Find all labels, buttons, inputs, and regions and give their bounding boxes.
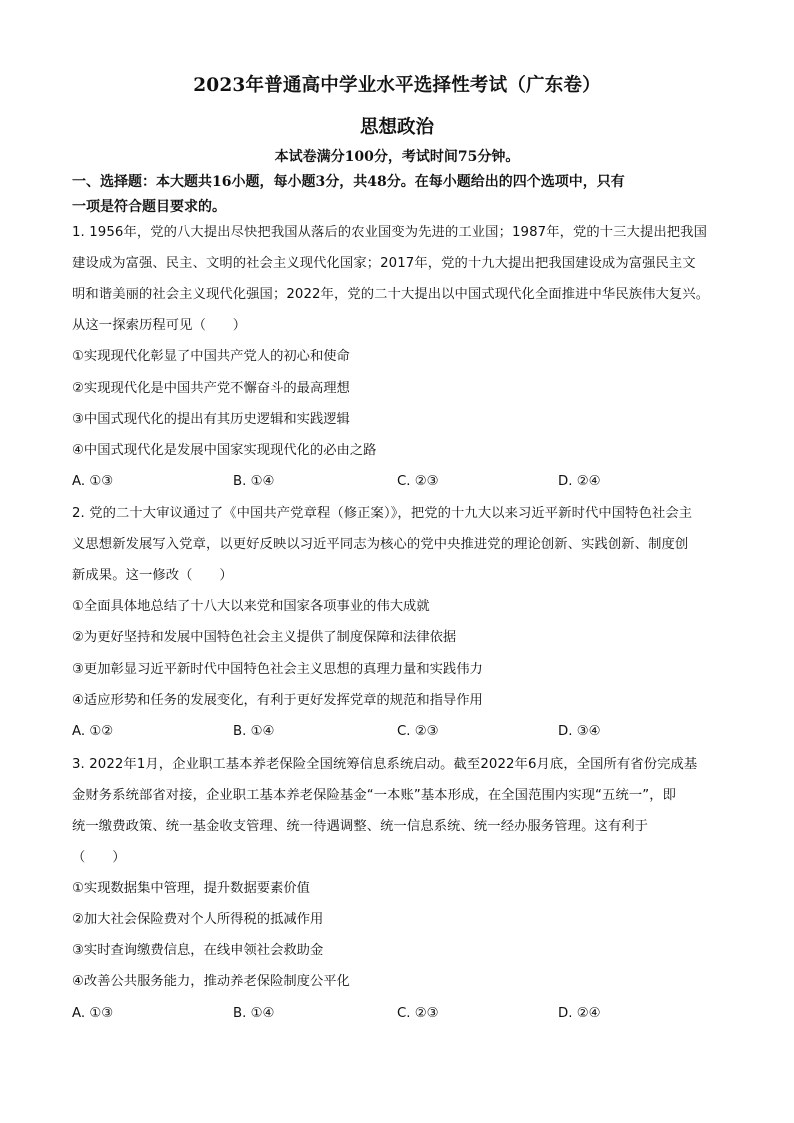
choice-d: D. ③④ xyxy=(558,724,601,739)
question-1-option-4: ④中国式现代化是发展中国家实现现代化的必由之路 xyxy=(72,443,377,458)
choice-d: D. ②④ xyxy=(558,474,601,489)
question-line: （ ） xyxy=(72,850,126,865)
section-heading xyxy=(72,170,722,220)
question-line: 2. 党的二十大审议通过了《中国共产党章程（修正案）》，把党的十九大以来习近平新时代中国特色社会主 xyxy=(72,506,693,521)
question-line: 明和谐美丽的社会主义现代化强国；2022年，党的二十大提出以中国式现代化全面推进中华民族伟大复兴。 xyxy=(72,287,710,302)
question-1-choices xyxy=(72,466,722,497)
question-3-option-2: ②加大社会保险费对个人所得税的抵减作用 xyxy=(72,912,324,927)
choice-b: B. ①④ xyxy=(233,474,275,489)
choice-c: C. ②③ xyxy=(397,724,439,739)
question-1-option-1: ①实现现代化彰显了中国共产党人的初心和使命 xyxy=(72,349,350,364)
choice-a: A. ①③ xyxy=(72,474,114,489)
question-line: 建设成为富强、民主、文明的社会主义现代化国家；2017年，党的十九大提出把我国建设成为富强民主文 xyxy=(72,256,696,271)
choice-c: C. ②③ xyxy=(397,474,439,489)
question-line: 义思想新发展写入党章，以更好反映以习近平同志为核心的党中央推进党的理论创新、实践创新、制度创 xyxy=(72,537,689,552)
question-2-option-1: ①全面具体地总结了十八大以来党和国家各项事业的伟大成就 xyxy=(72,599,430,614)
choice-a: A. ①② xyxy=(72,724,114,739)
subject-title: 思想政治 xyxy=(359,117,434,138)
choice-b: B. ①④ xyxy=(233,1006,275,1021)
question-3-option-1: ①实现数据集中管理，提升数据要素价值 xyxy=(72,881,310,896)
choice-a: A. ①③ xyxy=(72,1006,114,1021)
question-1-option-2: ②实现现代化是中国共产党不懈奋斗的最高理想 xyxy=(72,381,350,396)
question-1-option-3: ③中国式现代化的提出有其历史逻辑和实践逻辑 xyxy=(72,412,350,427)
question-line: 从这一探索历程可见（ ） xyxy=(72,318,247,333)
question-2-option-2: ②为更好坚持和发展中国特色社会主义提供了制度保障和法律依据 xyxy=(72,630,457,645)
question-1-stem xyxy=(72,217,724,341)
question-2-option-4: ④适应形势和任务的发展变化，有利于更好发挥党章的规范和指导作用 xyxy=(72,693,483,708)
question-line: 新成果。这一修改（ ） xyxy=(72,568,233,583)
section-heading-line: 一项是符合题目要求的。 xyxy=(72,199,226,215)
question-3-option-4: ④改善公共服务能力，推动养老保险制度公平化 xyxy=(72,974,350,989)
question-2-choices xyxy=(72,716,722,747)
choice-c: C. ②③ xyxy=(397,1006,439,1021)
choice-d: D. ②④ xyxy=(558,1006,601,1021)
question-line: 统一缴费政策、统一基金收支管理、统一待遇调整、统一信息系统、统一经办服务管理。这有利于 xyxy=(72,819,649,834)
question-line: 3. 2022年1月，企业职工基本养老保险全国统筹信息系统启动。截至2022年6月底，全国所有省份完成基 xyxy=(72,757,698,772)
question-2-option-3: ③更加彰显习近平新时代中国特色社会主义思想的真理力量和实践伟力 xyxy=(72,662,483,677)
section-heading-line: 一、选择题：本大题共16小题，每小题3分，共48分。在每小题给出的四个选项中，只有 xyxy=(72,174,625,190)
question-3-choices xyxy=(72,998,722,1029)
question-3-stem xyxy=(72,749,724,873)
choice-b: B. ①④ xyxy=(233,724,275,739)
question-line: 1. 1956年，党的八大提出尽快把我国从落后的农业国变为先进的工业国；1987年，党的十三大提出把我国 xyxy=(72,225,707,240)
exam-title: 2023年普通高中学业水平选择性考试（广东卷） xyxy=(193,75,601,96)
exam-instructions: 本试卷满分100分，考试时间75分钟。 xyxy=(274,149,520,165)
question-2-stem xyxy=(72,498,724,591)
question-3-option-3: ③实时查询缴费信息，在线申领社会救助金 xyxy=(72,943,324,958)
question-line: 金财务系统部省对接，企业职工基本养老保险基金“一本账”基本形成，在全国范围内实现“五统一”，即 xyxy=(72,788,677,803)
